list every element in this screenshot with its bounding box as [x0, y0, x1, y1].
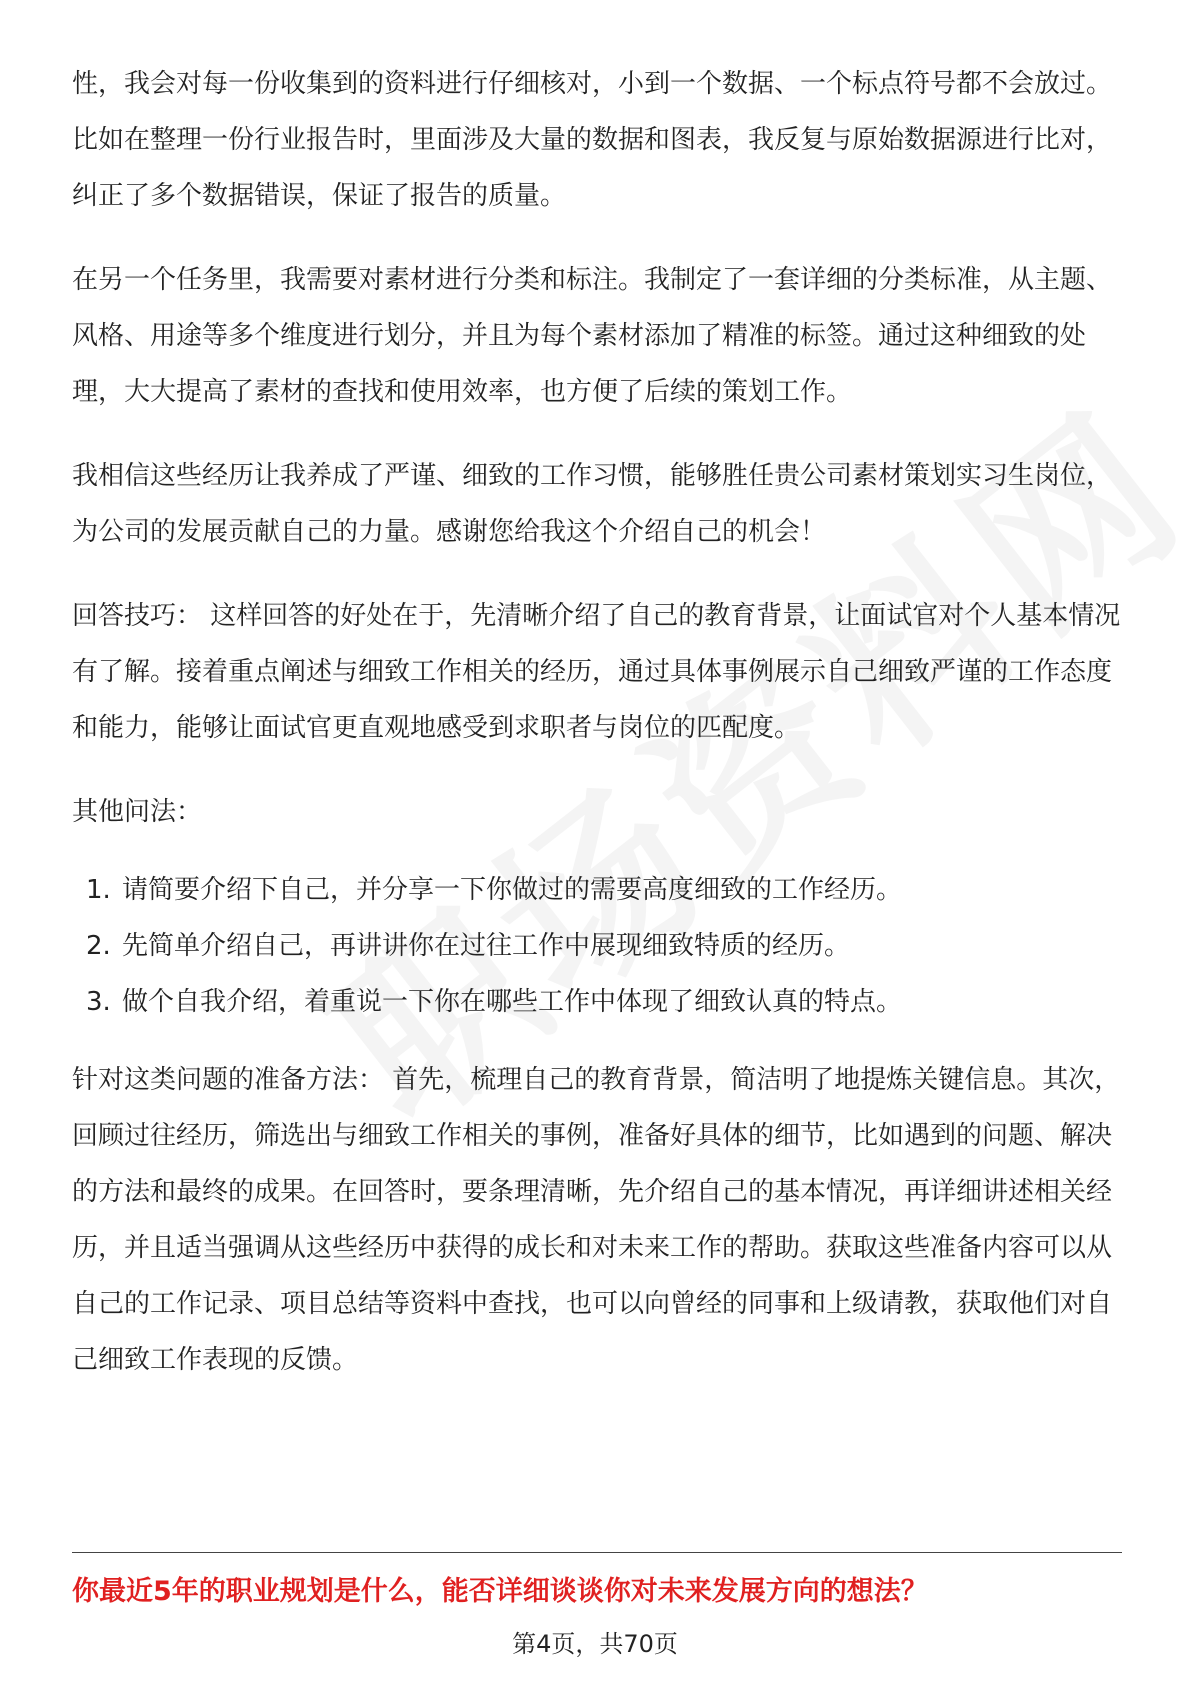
paragraph-preparation-method: 针对这类问题的准备方法： 首先，梳理自己的教育背景，简洁明了地提炼关键信息。其次，回顾过往经历，筛选出与细致工作相关的事例，准备好具体的细节，比如遇到的问题、解决的方法和最终的成果。在回答时，要条理清晰，先介绍自己的基本情况，再详细讲述相关经历，并且适当强调从这些经历中获得的成长和对未来工作的帮助。获取这些准备内容可以从自己的工作记录、项目总结等资料中查找，也可以向曾经的同事和上级请教，获取他们对自己细致工作表现的反馈。: [72, 1065, 1121, 1375]
section-divider: [72, 1552, 1122, 1553]
page-content: [72, 56, 1122, 1416]
other-questions-label: 其他问法：: [72, 797, 203, 827]
page-number: 第4页，共70页: [512, 1630, 678, 1658]
list-item-number: 1.: [86, 875, 111, 905]
list-item-number: 3.: [86, 987, 111, 1017]
list-item-text: 先简单介绍自己，再讲讲你在过往工作中展现细致特质的经历。: [122, 931, 851, 961]
list-item-number: 2.: [86, 931, 111, 961]
paragraph-conclusion: 我相信这些经历让我养成了严谨、细致的工作习惯，能够胜任贵公司素材策划实习生岗位，为公司的发展贡献自己的力量。感谢您给我这个介绍自己的机会！: [72, 461, 1113, 547]
list-item: [72, 862, 1122, 918]
list-item-text: 请简要介绍下自己，并分享一下你做过的需要高度细致的工作经历。: [122, 875, 903, 905]
alternative-questions-list: [72, 862, 1122, 1030]
paragraph-material-classification: 在另一个任务里，我需要对素材进行分类和标注。我制定了一套详细的分类标准，从主题、风格、用途等多个维度进行划分，并且为每个素材添加了精准的标签。通过这种细致的处理，大大提高了素材的查找和使用效率，也方便了后续的策划工作。: [72, 265, 1113, 407]
next-question-heading: 你最近5年的职业规划是什么，能否详细谈谈你对未来发展方向的想法？: [72, 1576, 928, 1607]
paragraph-answer-tips: 回答技巧： 这样回答的好处在于，先清晰介绍了自己的教育背景，让面试官对个人基本情况有了解。接着重点阐述与细致工作相关的经历，通过具体事例展示自己细致严谨的工作态度和能力，能够让面试官更直观地感受到求职者与岗位的匹配度。: [72, 601, 1121, 743]
list-item: [72, 974, 1122, 1030]
paragraph-data-check: 性，我会对每一份收集到的资料进行仔细核对，小到一个数据、一个标点符号都不会放过。比如在整理一份行业报告时，里面涉及大量的数据和图表，我反复与原始数据源进行比对，纠正了多个数据错误，保证了报告的质量。: [72, 69, 1113, 211]
list-item: [72, 918, 1122, 974]
list-item-text: 做个自我介绍，着重说一下你在哪些工作中体现了细致认真的特点。: [122, 987, 903, 1017]
